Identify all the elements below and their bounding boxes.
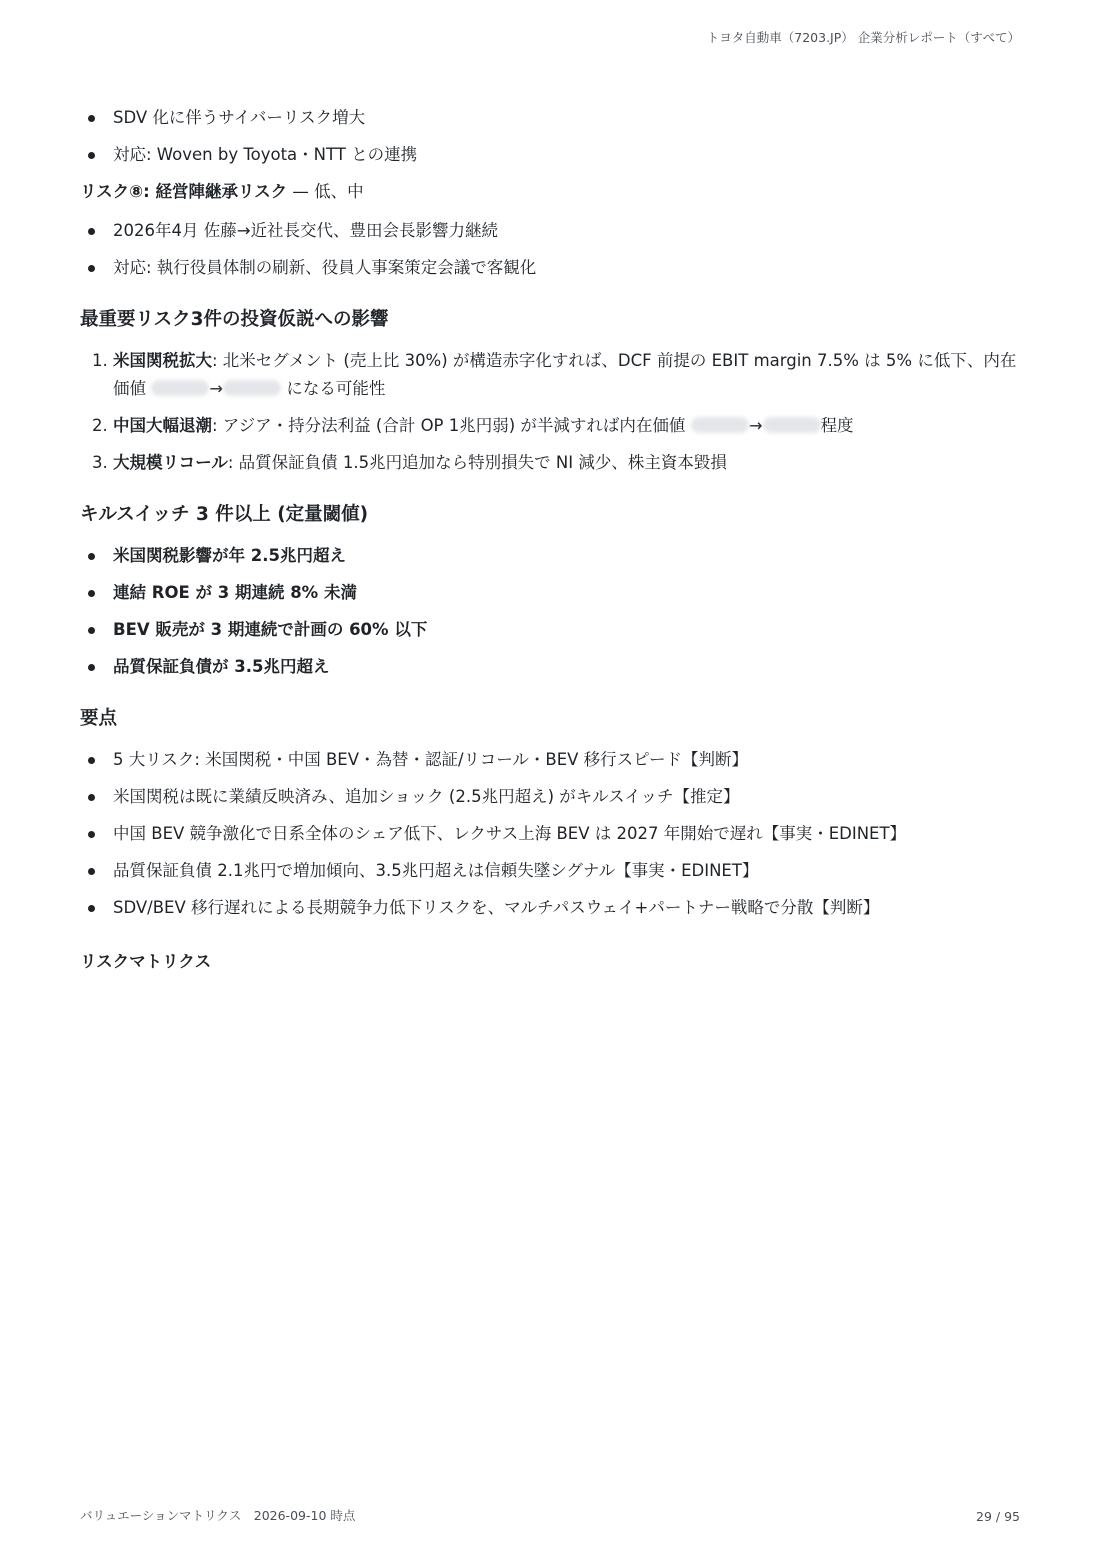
list-item: 対応: Woven by Toyota・NTT との連携 bbox=[80, 141, 1020, 169]
footer-title: バリュエーションマトリクス 2026-09-10 時点 bbox=[80, 1508, 356, 1523]
killswitch-heading: キルスイッチ 3 件以上 (定量閾値) bbox=[80, 504, 369, 525]
cyber-risk-list bbox=[80, 104, 1020, 169]
risk-matrix-heading: リスクマトリクス bbox=[80, 952, 212, 971]
list-item: 3. 大規模リコール: 品質保証負債 1.5兆円追加なら特別損失で NI 減少、株主資本毀損 bbox=[113, 449, 1020, 477]
redacted-value bbox=[763, 417, 821, 433]
risk8-list bbox=[80, 217, 1020, 282]
top3-list bbox=[80, 347, 1020, 477]
item-label: 中国大幅退潮 bbox=[113, 416, 212, 435]
keypoints-list bbox=[80, 746, 1020, 922]
redacted-value bbox=[691, 417, 749, 433]
top3-heading: 最重要リスク3件の投資仮説への影響 bbox=[80, 309, 389, 330]
list-item: 対応: 執行役員体制の刷新、役員人事案策定会議で客観化 bbox=[80, 254, 1020, 282]
page-number: 29 / 95 bbox=[976, 1509, 1020, 1524]
report-content bbox=[80, 104, 1020, 987]
list-item: 5 大リスク: 米国関税・中国 BEV・為替・認証/リコール・BEV 移行スピード【判断】 bbox=[80, 746, 1020, 774]
list-item: 2. 中国大幅退潮: アジア・持分法利益 (合計 OP 1兆円弱) が半減すれば内在価値 → 程度 bbox=[113, 412, 1020, 440]
list-item: 米国関税影響が年 2.5兆円超え bbox=[80, 542, 1020, 570]
risk8-label: リスク⑧: 経営陣継承リスク bbox=[80, 182, 288, 201]
risk8-heading bbox=[80, 178, 1020, 206]
item-label: 大規模リコール bbox=[113, 453, 228, 472]
list-item: 米国関税は既に業績反映済み、追加ショック (2.5兆円超え) がキルスイッチ【推定】 bbox=[80, 783, 1020, 811]
list-item: BEV 販売が 3 期連続で計画の 60% 以下 bbox=[80, 616, 1020, 644]
list-item: 2026年4月 佐藤→近社長交代、豊田会長影響力継続 bbox=[80, 217, 1020, 245]
risk8-rating: — 低、中 bbox=[287, 182, 364, 201]
list-item: SDV/BEV 移行遅れによる長期競争力低下リスクを、マルチパスウェイ+パートナー戦略で分散【判断】 bbox=[80, 894, 1020, 922]
item-label: 米国関税拡大 bbox=[113, 351, 212, 370]
list-item: 中国 BEV 競争激化で日系全体のシェア低下、レクサス上海 BEV は 2027 年開始で遅れ【事実・EDINET】 bbox=[80, 820, 1020, 848]
list-item: 品質保証負債が 3.5兆円超え bbox=[80, 653, 1020, 681]
keypoints-heading: 要点 bbox=[80, 708, 118, 729]
redacted-value bbox=[151, 380, 209, 396]
list-item: 1. 米国関税拡大: 北米セグメント (売上比 30%) が構造赤字化すれば、DCF 前提の EBIT margin 7.5% は 5% に低下、内在価値 → になる可能性 bbox=[113, 347, 1020, 403]
list-item: 連結 ROE が 3 期連続 8% 未満 bbox=[80, 579, 1020, 607]
list-item: SDV 化に伴うサイバーリスク増大 bbox=[80, 104, 1020, 132]
killswitch-list bbox=[80, 542, 1020, 681]
page-header: トヨタ自動車（7203.JP） 企業分析レポート（すべて） bbox=[706, 30, 1020, 45]
redacted-value bbox=[223, 380, 281, 396]
list-item: 品質保証負債 2.1兆円で増加傾向、3.5兆円超えは信頼失墜シグナル【事実・EDINET】 bbox=[80, 857, 1020, 885]
